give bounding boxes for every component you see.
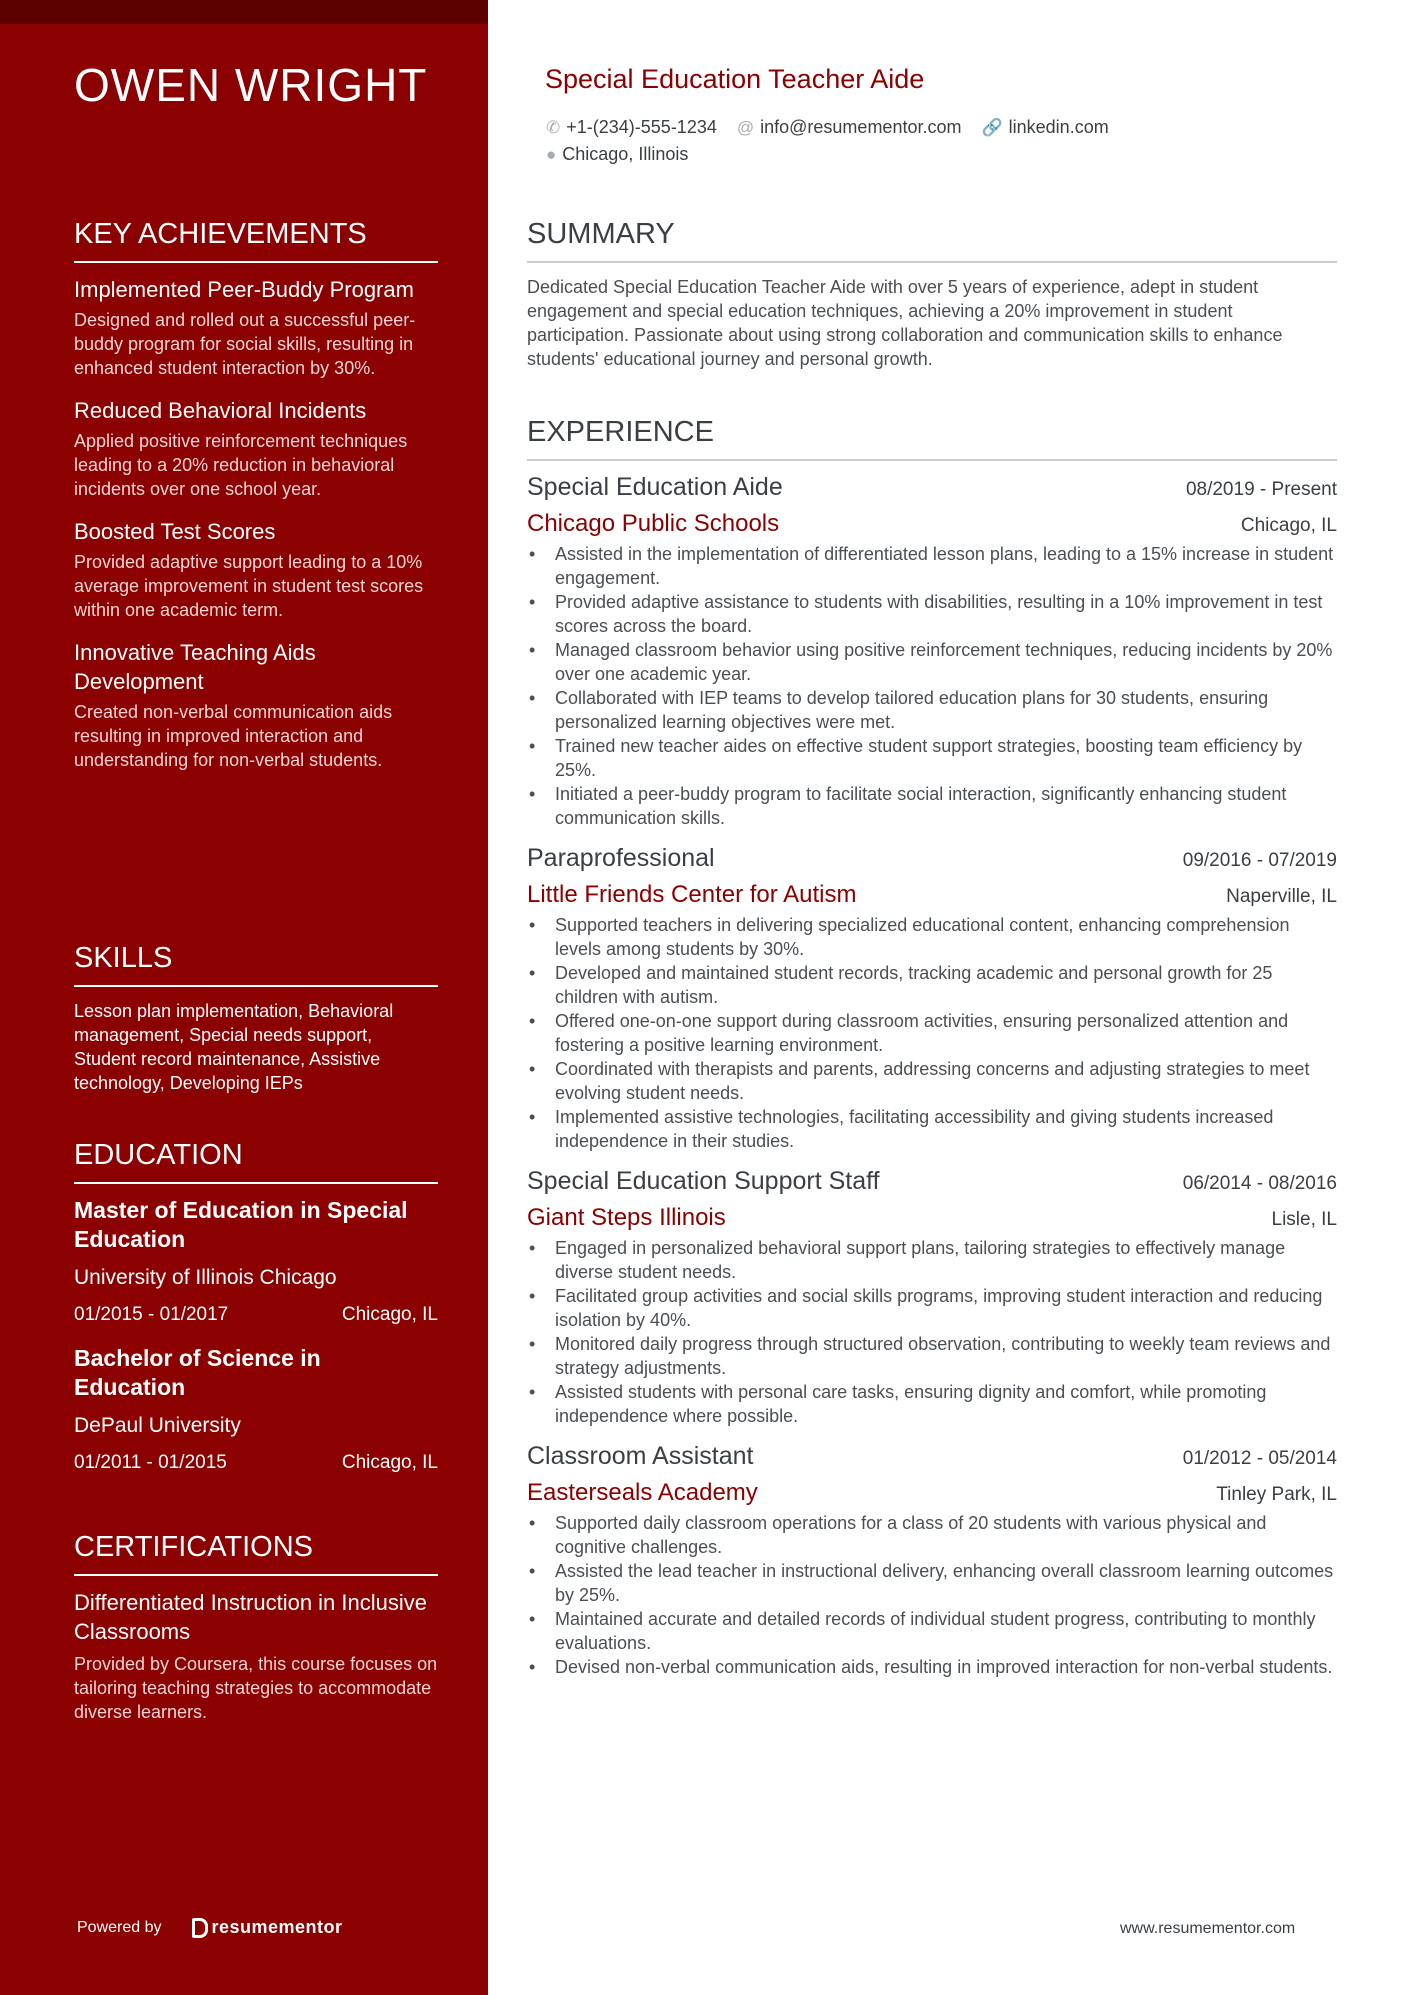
phone-contact[interactable] <box>546 117 717 138</box>
achievement-desc: Provided adaptive support leading to a 10% average improvement in student test scores within one academic term. <box>74 552 424 620</box>
bullet-item: • Initiated a peer-buddy program to facilitate social interaction, significantly enhancing student communication skills. <box>527 782 1337 830</box>
bullet-item: • Provided adaptive assistance to students with disabilities, resulting in a 10% improvement in test scores across the board. <box>527 590 1337 638</box>
achievement-title: Reduced Behavioral Incidents <box>74 398 367 423</box>
education-school: DePaul University <box>74 1414 241 1437</box>
bullet-item: • Collaborated with IEP teams to develop tailored education plans for 30 students, ensuring personalized learning objectives were met. <box>527 686 1337 734</box>
location-pin-icon: ● <box>546 144 557 164</box>
skills-list: Lesson plan implementation, Behavioral management, Special needs support, Student record maintenance, Assistive technology, Developing IEPs <box>74 1001 394 1093</box>
job-role: Special Education Aide <box>527 473 783 501</box>
experience-section <box>527 416 1337 1693</box>
link-icon: 🔗 <box>981 117 1003 137</box>
bullet-item: • Supported teachers in delivering specialized educational content, enhancing comprehension levels among students by 30%. <box>527 913 1337 961</box>
location-text: Chicago, Illinois <box>562 144 689 164</box>
bullet-item: • Trained new teacher aides on effective student support strategies, boosting team efficiency by 25%. <box>527 734 1337 782</box>
achievement-desc: Designed and rolled out a successful peer-buddy program for social skills, resulting in enhanced student interaction by 30%. <box>74 310 416 378</box>
achievement-desc: Applied positive reinforcement techniques leading to a 20% reduction in behavioral incidents over one school year. <box>74 431 408 499</box>
job-location: Naperville, IL <box>1226 886 1337 907</box>
achievements-section <box>74 218 438 788</box>
achievement-desc: Created non-verbal communication aids resulting in improved interaction and understanding for non-verbal students. <box>74 702 393 770</box>
summary-text: Dedicated Special Education Teacher Aide with over 5 years of experience, adept in student engagement and special education techniques, achieving a 20% improvement in student participation. Passionate about using strong collaboration and communication skills to enhance students' educational journey and personal growth. <box>527 277 1283 369</box>
powered-by <box>77 1917 343 1938</box>
skills-title: SKILLS <box>74 942 438 987</box>
education-item <box>74 1344 438 1474</box>
bullet-item: • Managed classroom behavior using positive reinforcement techniques, reducing incidents by 20% over one academic year. <box>527 638 1337 686</box>
education-degree: Master of Education in Special Education <box>74 1197 408 1252</box>
job-bullets <box>527 1236 1337 1428</box>
bullet-item: • Implemented assistive technologies, facilitating accessibility and giving students increased independence in their studies. <box>527 1105 1337 1153</box>
achievement-title: Boosted Test Scores <box>74 519 276 544</box>
job-entry <box>527 844 1337 1153</box>
summary-section <box>527 218 1337 371</box>
achievement-item <box>74 638 438 772</box>
certification-title: Differentiated Instruction in Inclusive Classrooms <box>74 1590 427 1644</box>
education-location: Chicago, IL <box>341 1452 438 1473</box>
job-entry <box>527 1442 1337 1679</box>
phone-text: +1-(234)-555-1234 <box>566 117 717 137</box>
skills-section <box>74 942 438 1095</box>
job-bullets <box>527 913 1337 1153</box>
education-item <box>74 1196 438 1326</box>
email-contact[interactable] <box>737 117 962 138</box>
job-role: Special Education Support Staff <box>527 1167 880 1195</box>
achievement-item <box>74 275 438 380</box>
job-company: Little Friends Center for Autism <box>527 881 857 908</box>
education-section <box>74 1139 438 1492</box>
powered-by-label: Powered by <box>77 1918 162 1936</box>
contact-info <box>546 114 1346 168</box>
job-company: Chicago Public Schools <box>527 510 780 537</box>
job-entry <box>527 473 1337 830</box>
achievement-title: Implemented Peer-Buddy Program <box>74 277 414 302</box>
achievement-item <box>74 517 438 622</box>
location-contact <box>546 144 688 165</box>
job-company: Giant Steps Illinois <box>527 1204 726 1231</box>
headline: Special Education Teacher Aide <box>545 64 925 94</box>
job-dates: 01/2012 - 05/2014 <box>1182 1448 1337 1469</box>
education-title: EDUCATION <box>74 1139 438 1184</box>
bullet-item: • Coordinated with therapists and parents, addressing concerns and adjusting strategies to meet evolving student needs. <box>527 1057 1337 1105</box>
achievements-title: KEY ACHIEVEMENTS <box>74 218 438 263</box>
bullet-item: • Assisted the lead teacher in instructional delivery, enhancing overall classroom learning outcomes by 25%. <box>527 1559 1337 1607</box>
bullet-item: • Engaged in personalized behavioral support plans, tailoring strategies to effectively manage diverse student needs. <box>527 1236 1337 1284</box>
job-location: Chicago, IL <box>1240 515 1337 536</box>
job-location: Lisle, IL <box>1271 1209 1337 1230</box>
job-role: Classroom Assistant <box>527 1442 754 1470</box>
bullet-item: • Developed and maintained student records, tracking academic and personal growth for 25 children with autism. <box>527 961 1337 1009</box>
bullet-item: • Assisted students with personal care tasks, ensuring dignity and comfort, while promoting independence where possible. <box>527 1380 1337 1428</box>
sidebar <box>0 0 488 1995</box>
certification-item <box>74 1588 438 1724</box>
phone-icon: ✆ <box>546 117 561 137</box>
candidate-name: OWEN WRIGHT <box>74 59 428 111</box>
brand-name: resumementor <box>211 1917 343 1937</box>
experience-title: EXPERIENCE <box>527 416 1337 461</box>
bullet-item: • Assisted in the implementation of differentiated lesson plans, leading to a 15% increase in student engagement. <box>527 542 1337 590</box>
bullet-item: • Offered one-on-one support during classroom activities, ensuring personalized attention and fostering a positive learning environment. <box>527 1009 1337 1057</box>
job-bullets <box>527 1511 1337 1679</box>
job-bullets <box>527 542 1337 830</box>
education-dates: 01/2015 - 01/2017 <box>74 1304 229 1325</box>
certifications-title: CERTIFICATIONS <box>74 1531 438 1576</box>
certification-desc: Provided by Coursera, this course focuses on tailoring teaching strategies to accommodate diverse learners. <box>74 1654 438 1722</box>
at-icon: @ <box>736 117 755 137</box>
brand-logo[interactable] <box>192 1917 343 1938</box>
achievement-item <box>74 396 438 501</box>
linkedin-text: linkedin.com <box>1008 117 1109 137</box>
job-role: Paraprofessional <box>527 844 715 872</box>
education-dates: 01/2011 - 01/2015 <box>74 1452 227 1473</box>
footer-website-link[interactable]: www.resumementor.com <box>1120 1920 1296 1937</box>
linkedin-contact[interactable] <box>981 117 1108 138</box>
education-location: Chicago, IL <box>341 1304 438 1325</box>
job-dates: 09/2016 - 07/2019 <box>1182 850 1337 871</box>
bullet-item: • Facilitated group activities and social skills programs, improving student interaction and reducing isolation by 40%. <box>527 1284 1337 1332</box>
bullet-item: • Devised non-verbal communication aids, resulting in improved interaction for non-verbal students. <box>527 1655 1337 1679</box>
education-school: University of Illinois Chicago <box>74 1266 337 1289</box>
job-location: Tinley Park, IL <box>1216 1484 1337 1505</box>
bullet-item: • Supported daily classroom operations for a class of 20 students with various physical and cognitive challenges. <box>527 1511 1337 1559</box>
sidebar-top-strip <box>0 0 488 24</box>
summary-title: SUMMARY <box>527 218 1337 263</box>
resumementor-logo-icon <box>192 1918 208 1938</box>
email-text: info@resumementor.com <box>760 117 962 137</box>
certifications-section <box>74 1531 438 1724</box>
job-dates: 08/2019 - Present <box>1185 479 1337 500</box>
education-degree: Bachelor of Science in Education <box>74 1345 321 1400</box>
job-company: Easterseals Academy <box>527 1479 758 1506</box>
achievement-title: Innovative Teaching Aids Development <box>74 640 316 694</box>
bullet-item: • Monitored daily progress through structured observation, contributing to weekly team reviews and strategy adjustments. <box>527 1332 1337 1380</box>
job-entry <box>527 1167 1337 1428</box>
job-dates: 06/2014 - 08/2016 <box>1182 1173 1337 1194</box>
bullet-item: • Maintained accurate and detailed records of individual student progress, contributing to monthly evaluations. <box>527 1607 1337 1655</box>
